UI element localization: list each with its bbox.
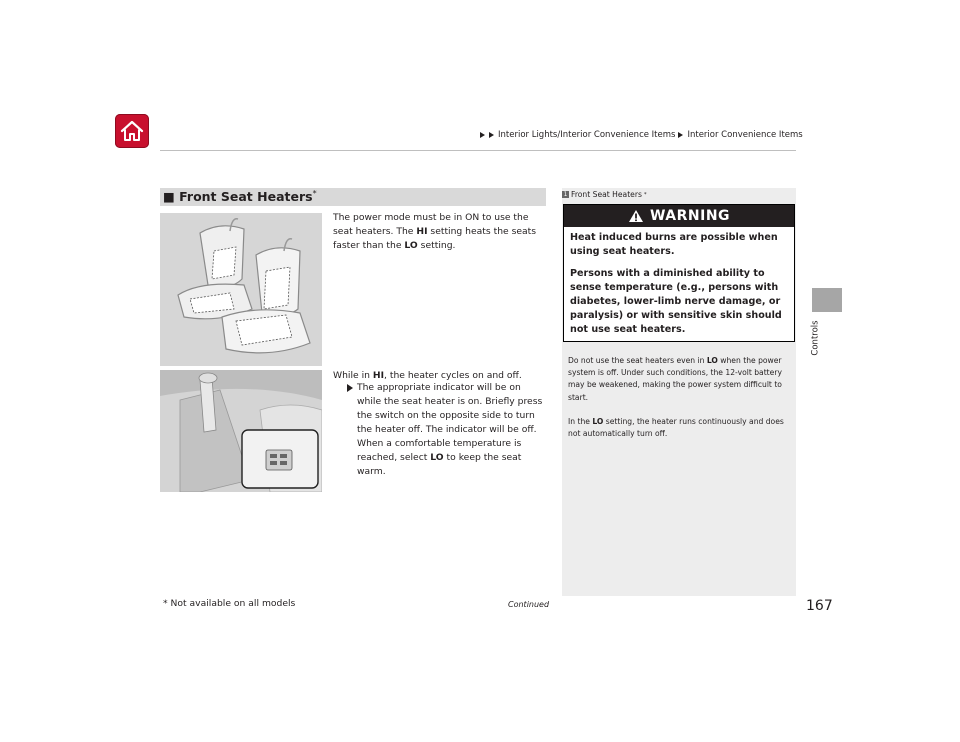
note-lo-continuous: In the LO setting, the heater runs continuously and does not automatically turn off. [568, 416, 784, 439]
side-note-title: 1 Front Seat Heaters * [563, 190, 647, 199]
header-divider [160, 150, 796, 151]
page-number: 167 [806, 598, 833, 614]
section-title: ■ Front Seat Heaters* [163, 189, 317, 205]
chapter-tab-label[interactable]: Controls [811, 320, 821, 356]
front-seats-illustration [160, 213, 322, 366]
warning-text-persons: Persons with a diminished ability to sense temperature (e.g., persons with diabetes, lower-limb nerve damage, or paralysis) or with sensitive skin should not use seat heaters. [570, 268, 782, 335]
note-reference-icon: 1 [563, 191, 568, 198]
warning-box [563, 204, 795, 342]
intro-paragraph: The power mode must be in ON to use the seat heaters. The HI setting heats the seats faster than the LO setting. [333, 212, 537, 251]
breadcrumb-arrow-icon [489, 132, 494, 138]
continued-label: Continued [508, 600, 550, 609]
bullet-arrow-icon [347, 384, 353, 392]
breadcrumb [480, 130, 803, 140]
warning-triangle-icon [628, 209, 644, 223]
home-button[interactable] [115, 114, 149, 148]
seat-heater-switch-illustration [160, 370, 322, 492]
section-heading [160, 188, 546, 206]
breadcrumb-link-interior-convenience[interactable]: Interior Convenience Items [687, 130, 803, 140]
note-battery: Do not use the seat heaters even in LO when the power system is off. Under such conditions, the 12-volt battery may be weakened, making the power system difficult to start. [568, 356, 782, 402]
home-icon [120, 120, 144, 142]
warning-header: WARNING [564, 205, 794, 227]
side-note-text [568, 355, 790, 440]
indicator-bullet: The appropriate indicator will be on while the seat heater is on. Briefly press the switch on the opposite side to turn the heater off. The indicator will be off. When a comfortable temperature is reached, select LO to keep the seat warm. [357, 382, 543, 477]
footnote: * Not available on all models [163, 598, 296, 609]
breadcrumb-arrow-icon [480, 132, 485, 138]
warning-text-burns: Heat induced burns are possible when using seat heaters. [570, 232, 778, 257]
chapter-tab-marker[interactable] [812, 288, 842, 312]
breadcrumb-link-interior-lights[interactable]: Interior Lights/Interior Convenience Items [498, 130, 676, 140]
hi-setting-paragraph: While in HI, the heater cycles on and off. [333, 370, 522, 381]
breadcrumb-arrow-icon [678, 132, 683, 138]
